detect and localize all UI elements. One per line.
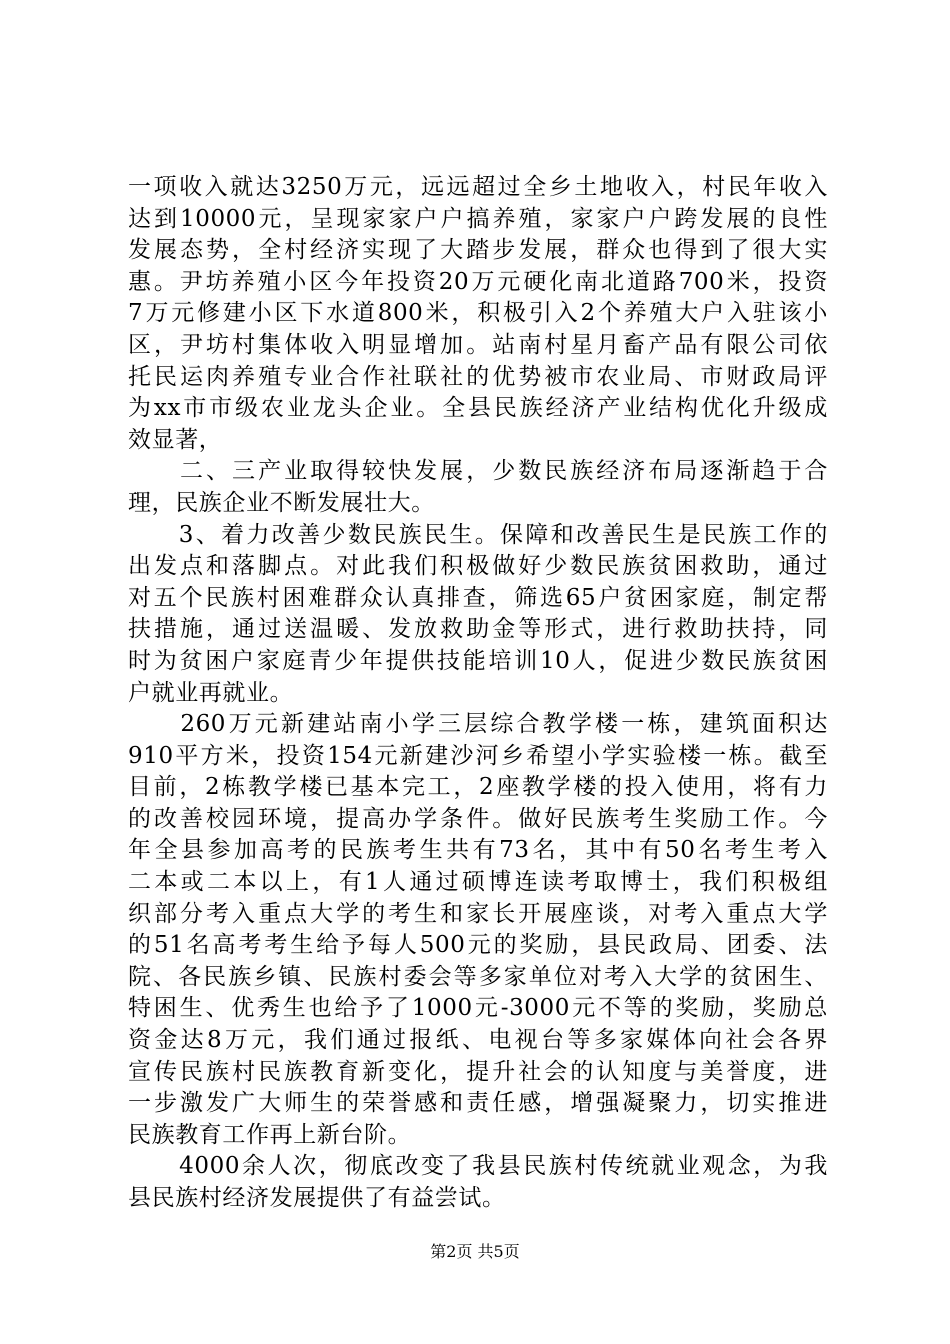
text-line: 理，民族企业不断发展壮大。: [128, 489, 435, 516]
text-line: 4000余人次，彻底改变了我县民族村传统就业观念，为我: [128, 1153, 828, 1180]
text-line: 910平方米，投资154元新建沙河乡希望小学实验楼一栋。截至: [128, 742, 828, 769]
text-line: 对五个民族村困难群众认真排查，筛选65户贫困家庭，制定帮: [128, 584, 828, 611]
text-line: 织部分考入重点大学的考生和家长开展座谈，对考入重点大学: [128, 900, 828, 927]
text-line: 一步激发广大师生的荣誉感和责任感，增强凝聚力，切实推进: [128, 1090, 828, 1117]
text-line: 县民族村经济发展提供了有益尝试。: [128, 1185, 506, 1211]
document-body: [128, 172, 828, 1215]
text-line: 年全县参加高考的民族考生共有73名，其中有50名考生考入: [128, 837, 828, 864]
text-line: 目前，2栋教学楼已基本完工，2座教学楼的投入使用，将有力: [128, 774, 828, 801]
text-line: 达到10000元，呈现家家户户搞养殖，家家户户跨发展的良性: [128, 205, 828, 232]
text-line: 惠。尹坊养殖小区今年投资20万元硬化南北道路700米，投资: [128, 268, 828, 295]
text-line: 二本或二本以上，有1人通过硕博连读考取博士，我们积极组: [128, 869, 828, 896]
page-number-footer: 第2页 共5页: [430, 1242, 520, 1261]
text-line: 为xx市市级农业龙头企业。全县民族经济产业结构优化升级成: [128, 395, 828, 422]
text-line: 区，尹坊村集体收入明显增加。站南村星月畜产品有限公司依: [128, 331, 828, 358]
text-line: 260万元新建站南小学三层综合教学楼一栋，建筑面积达: [128, 711, 828, 738]
text-line: 宣传民族村民族教育新变化，提升社会的认知度与美誉度，进: [128, 1058, 828, 1085]
text-line: 资金达8万元，我们通过报纸、电视台等多家媒体向社会各界: [128, 1027, 828, 1054]
text-line: 民族教育工作再上新台阶。: [128, 1121, 412, 1148]
text-line: 特困生、优秀生也给予了1000元-3000元不等的奖励，奖励总: [128, 995, 828, 1022]
text-line: 3、着力改善少数民族民生。保障和改善民生是民族工作的: [128, 521, 828, 548]
text-line: 7万元修建小区下水道800米，积极引入2个养殖大户入驻该小: [128, 300, 828, 327]
text-line: 二、三产业取得较快发展，少数民族经济布局逐渐趋于合: [128, 458, 828, 485]
text-line: 时为贫困户家庭青少年提供技能培训10人，促进少数民族贫困: [128, 647, 828, 674]
text-line: 效显著，: [128, 426, 223, 453]
text-line: 一项收入就达3250万元，远远超过全乡土地收入，村民年收入: [128, 174, 828, 200]
text-line: 的改善校园环境，提高办学条件。做好民族考生奖励工作。今: [128, 805, 828, 832]
text-line: 的51名高考考生给予每人500元的奖励，县民政局、团委、法: [128, 932, 828, 959]
text-line: 扶措施，通过送温暖、发放救助金等形式，进行救助扶持，同: [128, 616, 828, 643]
text-line: 户就业再就业。: [128, 679, 294, 706]
text-line: 出发点和落脚点。对此我们积极做好少数民族贫困救助，通过: [128, 553, 828, 580]
text-line: 院、各民族乡镇、民族村委会等多家单位对考入大学的贫困生、: [128, 963, 828, 990]
text-line: 发展态势，全村经济实现了大踏步发展，群众也得到了很大实: [128, 237, 828, 264]
text-line: 托民运肉养殖专业合作社联社的优势被市农业局、市财政局评: [128, 363, 828, 390]
